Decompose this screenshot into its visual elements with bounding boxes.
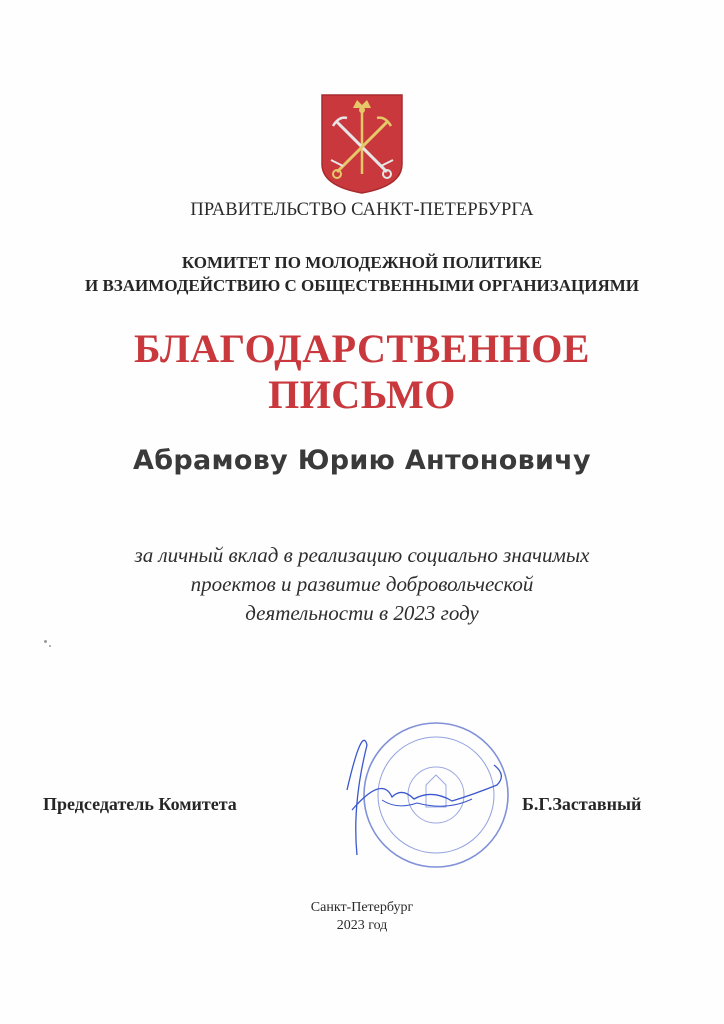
title-line-1: БЛАГОДАРСТВЕННОЕ — [134, 326, 590, 371]
recipient-name: Абрамову Юрию Антоновичу — [133, 445, 591, 476]
saint-petersburg-coat-of-arms-icon — [321, 94, 403, 194]
paper-speck — [44, 640, 47, 643]
footer-city: Санкт-Петербург — [310, 900, 414, 915]
signatory-name: Б.Г.Заставный — [522, 794, 642, 814]
footer-year: 2023 год — [336, 918, 388, 933]
official-seal-and-signature — [322, 715, 532, 875]
reason-line-1: за личный вклад в реализацию социально значимых — [134, 543, 590, 567]
reason-line-3: деятельности в 2023 году — [245, 601, 479, 625]
committee-line-1: КОМИТЕТ ПО МОЛОДЕЖНОЙ ПОЛИТИКЕ — [181, 253, 543, 272]
signatory-position: Председатель Комитета — [43, 794, 237, 814]
document-title — [0, 326, 724, 418]
title-line-2: ПИСЬМО — [268, 372, 456, 417]
committee-heading — [0, 251, 724, 297]
reason-text — [0, 541, 724, 628]
reason-line-2: проектов и развитие добровольческой — [190, 572, 534, 596]
place-and-date — [0, 899, 724, 935]
committee-line-2: И ВЗАИМОДЕЙСТВИЮ С ОБЩЕСТВЕННЫМИ ОРГАНИЗАЦИЯМИ — [84, 276, 640, 295]
government-heading: ПРАВИТЕЛЬСТВО САНКТ-ПЕТЕРБУРГА — [190, 200, 534, 220]
paper-speck — [49, 645, 51, 647]
